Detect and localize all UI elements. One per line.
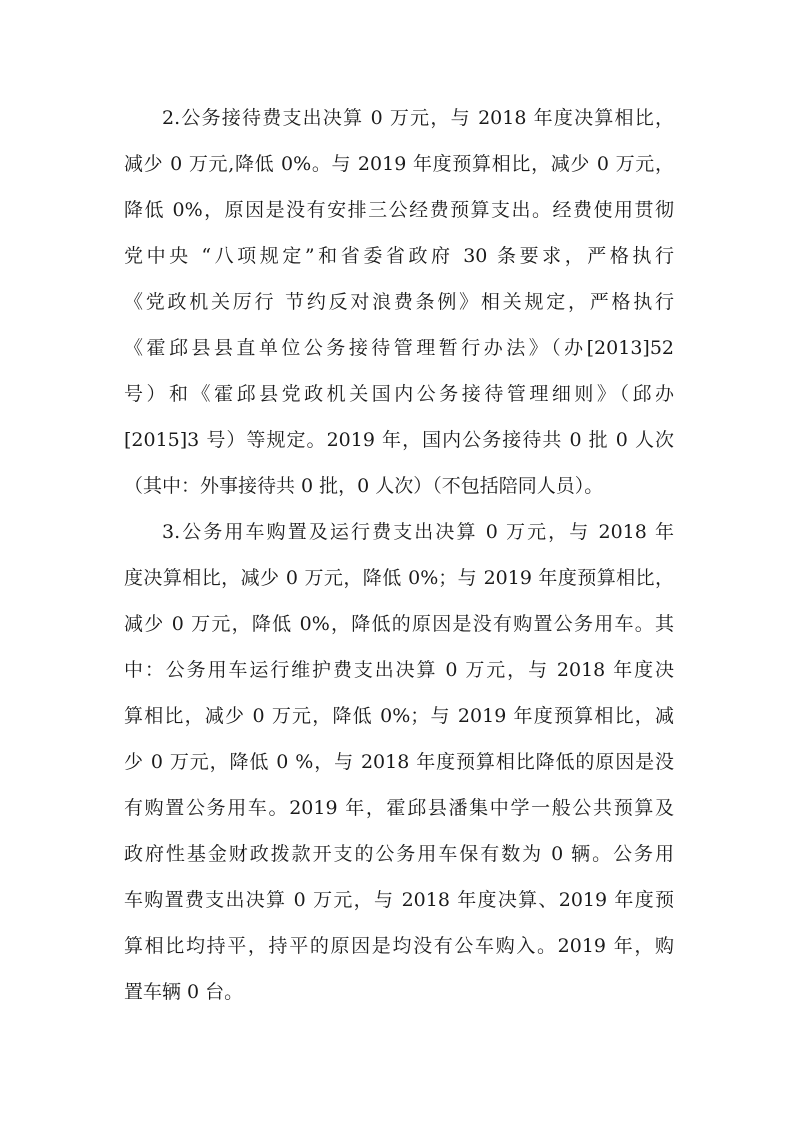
- paragraph-2-line-8: [2015]3 号）等规定。2019 年，国内公务接待共 0 批 0 人次: [124, 429, 674, 451]
- paragraph-3-line-7: 有购置公务用车。2019 年，霍邱县潘集中学一般公共预算及: [124, 797, 674, 819]
- paragraph-3-line-2: 度决算相比，减少 0 万元，降低 0%；与 2019 年度预算相比，: [124, 567, 674, 589]
- paragraph-2-line-9: （其中：外事接待共 0 批，0 人次）（不包括陪同人员）。: [124, 475, 604, 497]
- paragraph-3-line-9: 车购置费支出决算 0 万元，与 2018 年度决算、2019 年度预: [124, 889, 674, 911]
- document-body: [124, 95, 674, 1015]
- paragraph-3-line-5: 算相比，减少 0 万元，降低 0%；与 2019 年度预算相比，减: [124, 705, 674, 727]
- paragraph-3-line-8: 政府性基金财政拨款开支的公务用车保有数为 0 辆。公务用: [124, 843, 674, 865]
- paragraph-3-line-3: 减少 0 万元，降低 0%，降低的原因是没有购置公务用车。其: [124, 613, 674, 635]
- paragraph-2-line-5: 《党政机关厉行 节约反对浪费条例》相关规定，严格执行: [124, 291, 674, 313]
- paragraph-3-line-6: 少 0 万元，降低 0 %，与 2018 年度预算相比降低的原因是没: [124, 751, 674, 773]
- paragraph-3-line-4: 中：公务用车运行维护费支出决算 0 万元，与 2018 年度决: [124, 659, 674, 681]
- paragraph-3-line-1: 3.公务用车购置及运行费支出决算 0 万元，与 2018 年: [162, 521, 674, 543]
- paragraph-2-line-4: 党中央 “八项规定”和省委省政府 30 条要求，严格执行: [124, 245, 674, 267]
- paragraph-2-line-1: 2.公务接待费支出决算 0 万元，与 2018 年度决算相比，: [162, 107, 674, 129]
- paragraph-2-line-6: 《霍邱县县直单位公务接待管理暂行办法》（办[2013]52: [124, 337, 674, 359]
- paragraph-2-line-2: 减少 0 万元,降低 0%。与 2019 年度预算相比，减少 0 万元，: [124, 153, 674, 175]
- paragraph-3-line-11: 置车辆 0 台。: [124, 981, 244, 1003]
- paragraph-2-line-3: 降低 0%，原因是没有安排三公经费预算支出。经费使用贯彻: [124, 199, 674, 221]
- paragraph-2-line-7: 号）和《霍邱县党政机关国内公务接待管理细则》（邱办: [124, 383, 674, 405]
- paragraph-3-line-10: 算相比均持平，持平的原因是均没有公车购入。2019 年，购: [124, 935, 674, 957]
